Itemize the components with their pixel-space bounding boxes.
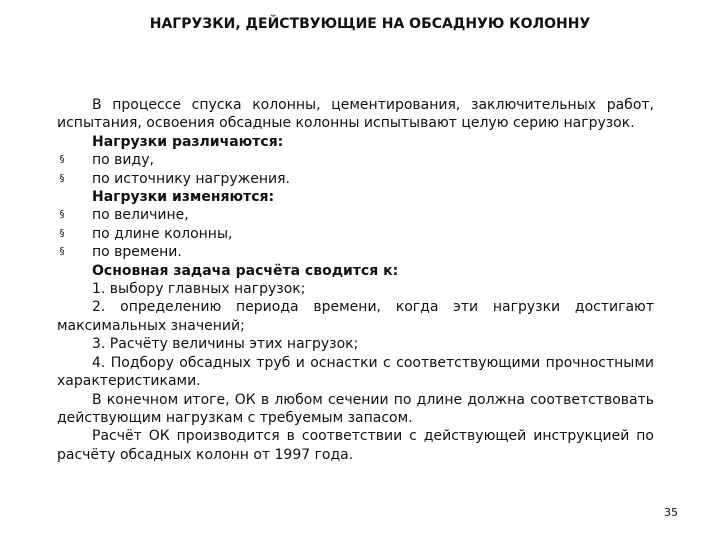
bullet-icon: § — [59, 227, 65, 239]
list-item-text: по величине, — [92, 207, 189, 224]
page-title: НАГРУЗКИ, ДЕЙСТВУЮЩИЕ НА ОБСАДНУЮ КОЛОННУ — [149, 16, 591, 32]
task-item: 2. определению периода времени, когда эти нагрузки достигают максимальных значений; — [57, 299, 654, 334]
list-item — [57, 170, 654, 188]
bullet-icon: § — [59, 209, 65, 221]
list-item — [57, 243, 654, 261]
result-paragraph: В конечном итоге, ОК в любом сечении по длине должна соответствовать действующим нагрузкам с требуемым запасом. — [57, 391, 654, 426]
task-item: 1. выбору главных нагрузок; — [92, 281, 306, 298]
list-item — [57, 225, 654, 243]
slide-body — [57, 96, 654, 464]
page-number: 35 — [664, 506, 678, 519]
heading-loads-differ: Нагрузки различаются: — [92, 133, 284, 150]
bullet-icon: § — [59, 172, 65, 184]
heading-main-task: Основная задача расчёта сводится к: — [92, 262, 399, 279]
task-item: 4. Подбору обсадных труб и оснастки с соответствующими прочностными характеристиками. — [57, 354, 654, 390]
list-item-text: по длине колонны, — [92, 225, 233, 242]
list-item-text: по виду, — [92, 152, 154, 169]
calculation-paragraph: Расчёт ОК производится в соответствии с действующей инструкцией по расчёту обсадных колонн от 1997 года. — [57, 428, 654, 463]
bullet-icon: § — [59, 246, 65, 258]
bullet-icon: § — [59, 154, 65, 166]
heading-loads-change: Нагрузки изменяются: — [92, 189, 275, 206]
list-item-text: по времени. — [92, 244, 182, 261]
list-item — [57, 206, 654, 224]
list-item-text: по источнику нагружения. — [92, 170, 291, 187]
list-item — [57, 151, 654, 169]
intro-paragraph: В процессе спуска колонны, цементирования, заключительных работ, испытания, освоения обсадные колонны испытывают целую серию нагрузок. — [57, 97, 654, 132]
task-item: 3. Расчёту величины этих нагрузок; — [92, 336, 359, 353]
